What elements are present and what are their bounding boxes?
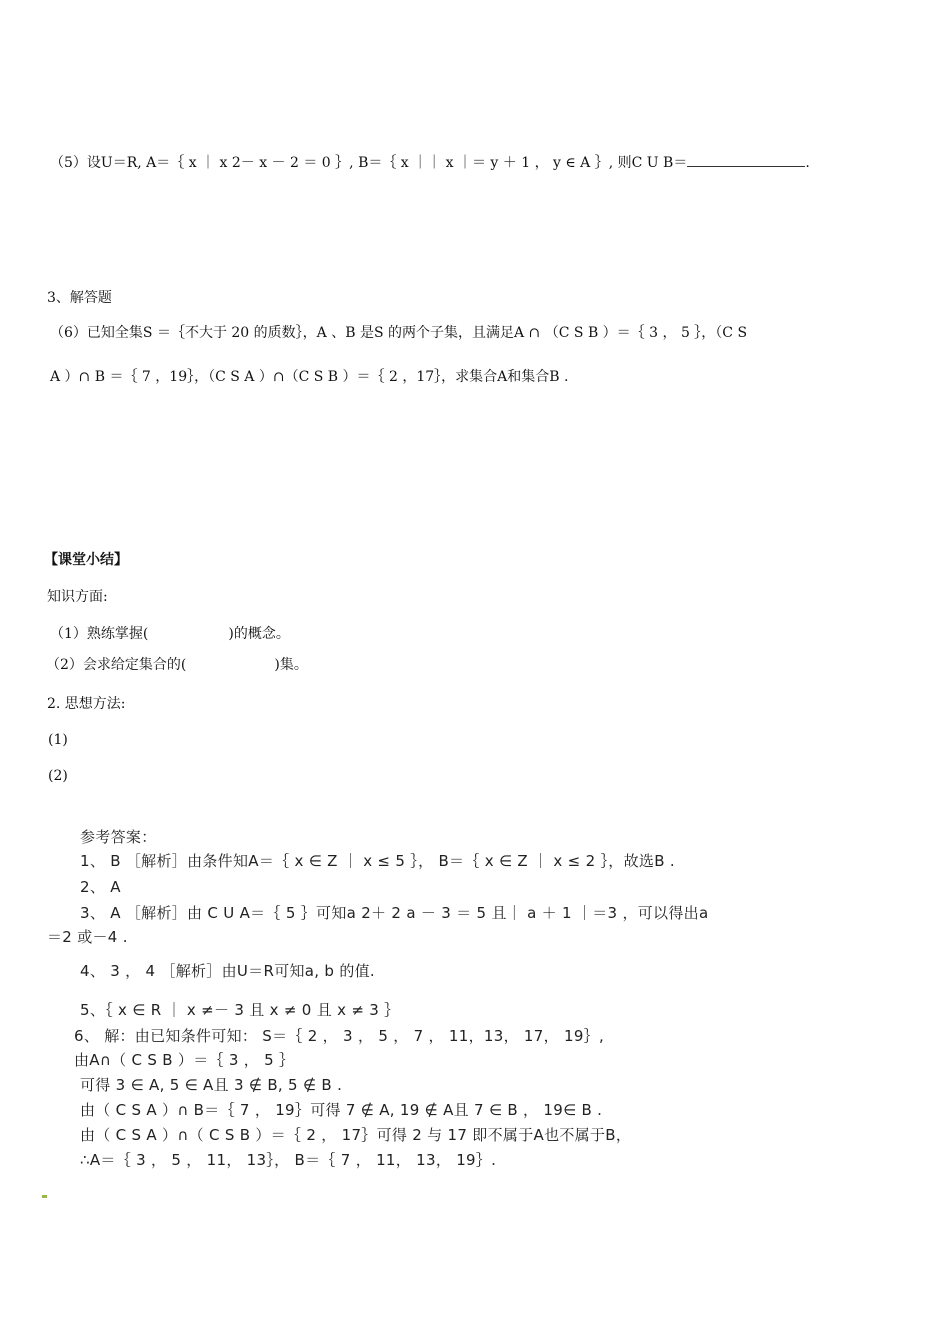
question-6-line-1: （6）已知全集S ＝｛不大于 20 的质数｝，A 、B 是S 的两个子集，且满足A ∩ （C S B ）＝｛ 3 ， 5 ｝，（C S: [50, 325, 748, 341]
answer-6-step-4: 由（ C S A ）∩（ C S B ）＝｛ 2 ， 17｝可得 2 与 17 即不属于A也不属于B，: [80, 1126, 632, 1144]
answer-6-step-3: 由（ C S A ）∩ B＝｛ 7 ， 19｝可得 7 ∉ A, 19 ∉ A且 7 ∈ B ， 19∈ B .: [80, 1101, 603, 1119]
answer-6: 6、 解：由已知条件可知： S＝｛ 2 ， 3 ， 5 ， 7 ， 11，13， 17， 19｝,: [74, 1027, 605, 1045]
answer-6-step-1: 由A∩（ C S B ）＝｛ 3 ， 5 ｝: [74, 1051, 295, 1069]
answer-4: 4、 3 ， 4 ［解析］由U＝R可知a, b 的值.: [80, 962, 375, 980]
answer-2: 2、 A: [80, 878, 121, 896]
question-5-end: .: [805, 155, 810, 171]
method-heading: 2. 思想方法:: [47, 696, 126, 712]
question-5: [50, 152, 810, 172]
knowledge-item-2-suffix: )集。: [274, 657, 308, 673]
question-6-line-2: A ）∩ B ＝｛ 7 ，19｝，（C S A ）∩（C S B ）＝｛ 2 ，17｝，求集合A和集合B .: [50, 369, 569, 385]
knowledge-item-2-prefix: （2）会求给定集合的(: [46, 657, 187, 673]
answer-6-step-2: 可得 3 ∈ A, 5 ∈ A且 3 ∉ B, 5 ∉ B .: [80, 1076, 343, 1094]
answer-1: 1、 B ［解析］由条件知A＝｛ x ∈ Z ｜ x ≤ 5 ｝， B＝｛ x ∈ Z ｜ x ≤ 2 ｝，故选B .: [80, 852, 675, 870]
answer-3-continued: ＝2 或－4 .: [47, 928, 128, 946]
knowledge-item-1-suffix: )的概念。: [228, 626, 290, 642]
summary-title: 【课堂小结】: [44, 552, 128, 568]
knowledge-item-2: [46, 656, 308, 674]
knowledge-item-1-prefix: （1）熟练掌握(: [50, 626, 149, 642]
answer-5: 5、｛ x ∈ R ｜ x ≠－ 3 且 x ≠ 0 且 x ≠ 3 ｝: [80, 1001, 400, 1019]
knowledge-heading: 知识方面:: [47, 589, 108, 605]
decorative-mark: [42, 1195, 47, 1198]
knowledge-item-1: [50, 625, 290, 643]
section-heading-solve: 3、解答题: [47, 290, 112, 306]
answer-3: 3、 A ［解析］由 C U A＝｛ 5 ｝可知a 2＋ 2 a － 3 ＝ 5 且｜ a ＋ 1 ｜＝3 ，可以得出a: [80, 904, 709, 922]
answer-6-conclusion: ∴A＝｛ 3 ， 5 ， 11， 13｝， B＝｛ 7 ， 11， 13， 19｝.: [80, 1151, 497, 1169]
question-5-text: （5）设U＝R, A＝｛ x ｜ x 2－ x － 2 ＝ 0 ｝, B＝｛ x ｜｜ x ｜＝ y ＋ 1 ， y ∈ A ｝, 则C U B＝: [50, 155, 688, 171]
method-item-2: (2): [48, 768, 68, 784]
answers-title: 参考答案：: [80, 828, 157, 846]
answer-blank[interactable]: [687, 152, 805, 167]
method-item-1: (1): [48, 732, 68, 748]
